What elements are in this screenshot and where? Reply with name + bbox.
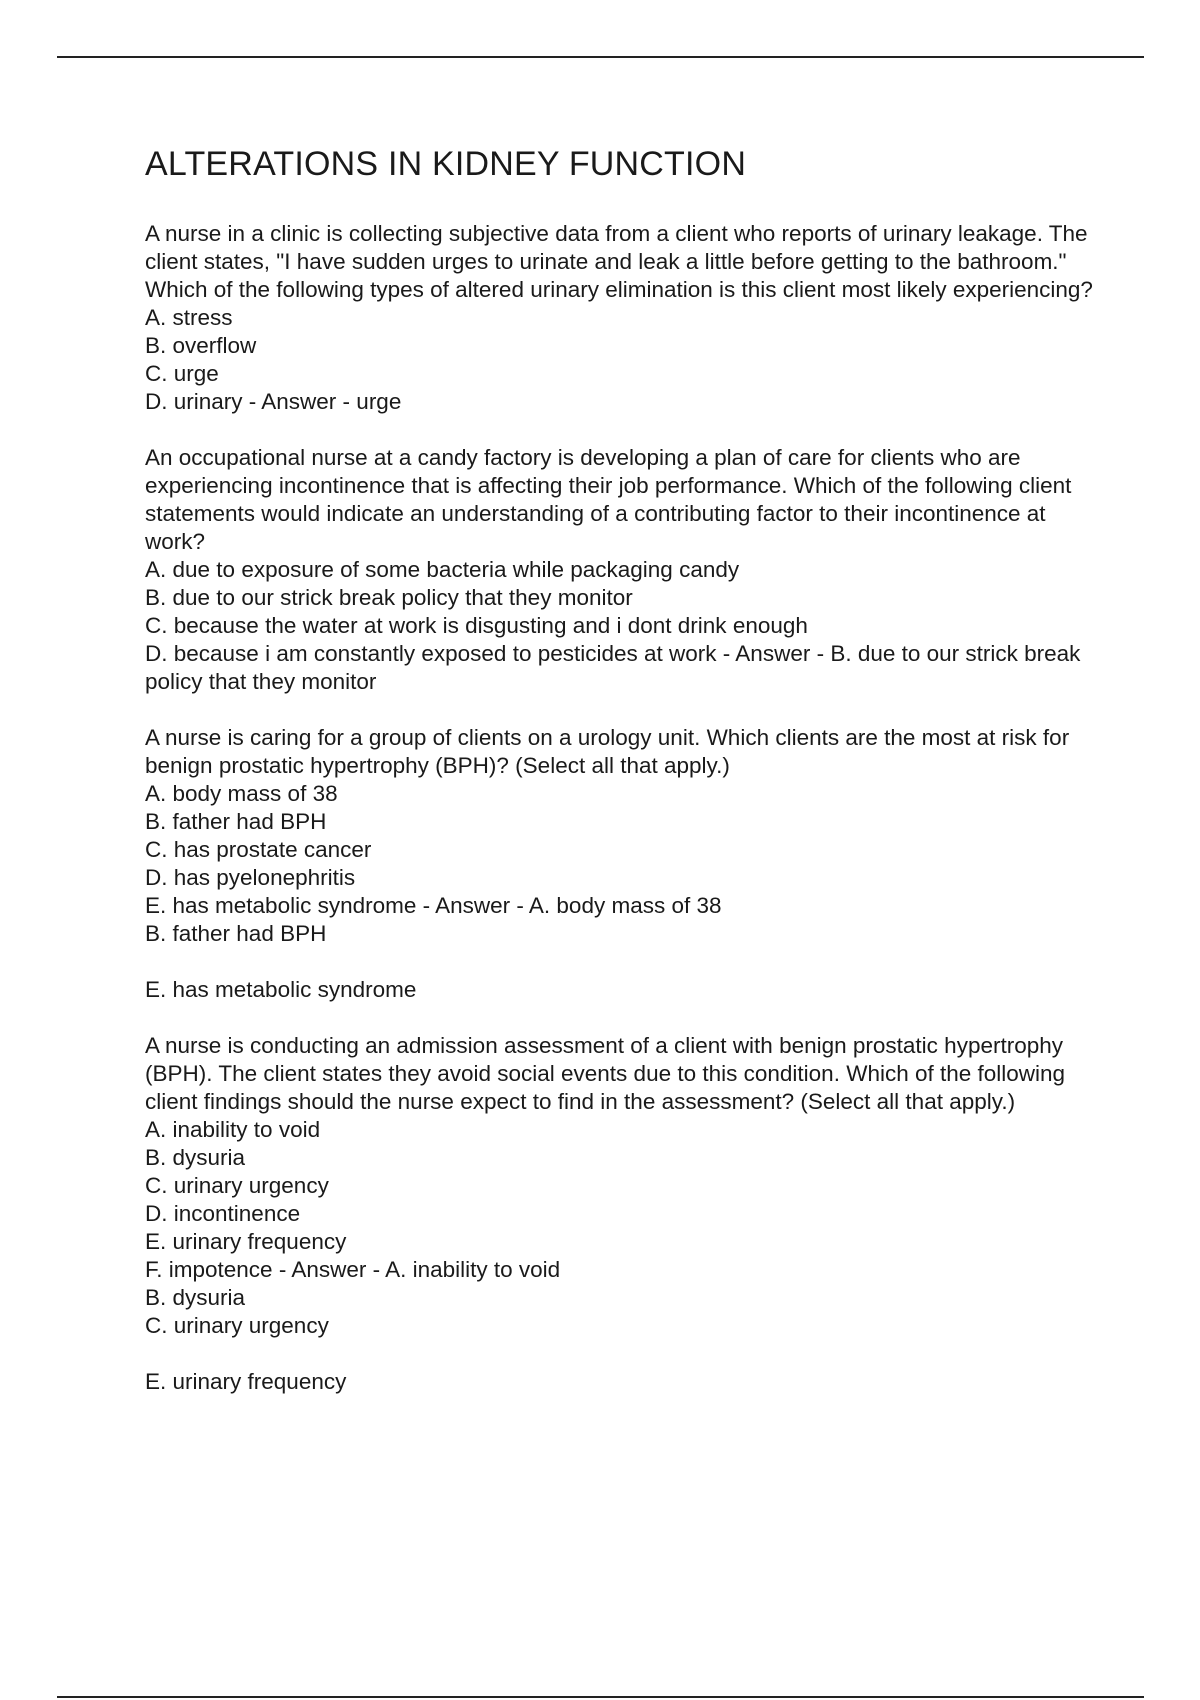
answer-option: D. has pyelonephritis (145, 865, 356, 890)
bottom-rule (57, 1696, 1144, 1698)
question-stem: A nurse in a clinic is collecting subjective data from a client who reports of urinary leakage. The client states, "I have sudden urges to urinate and leak a little before getting to the bathroom." Which of the following types of altered urinary elimination is this client most likely experiencing? (145, 221, 1093, 302)
answer-option: B. due to our strick break policy that they monitor (145, 585, 633, 610)
answer-option: D. because i am constantly exposed to pesticides at work - Answer - B. due to our strick break policy that they monitor (145, 641, 1081, 694)
line-spacer (145, 1340, 1095, 1368)
question-stem: A nurse is caring for a group of clients on a urology unit. Which clients are the most at risk for benign prostatic hypertrophy (BPH)? (Select all that apply.) (145, 725, 1070, 778)
answer-option: B. father had BPH (145, 809, 327, 834)
line-spacer (145, 948, 1095, 976)
answer-option: A. due to exposure of some bacteria while packaging candy (145, 557, 740, 582)
answer-option: C. urinary urgency (145, 1173, 329, 1198)
answer-option: D. urinary - Answer - urge (145, 389, 402, 414)
answer-option: E. has metabolic syndrome (145, 977, 417, 1002)
question-block (145, 1032, 1095, 1396)
answer-option: C. because the water at work is disgusting and i dont drink enough (145, 613, 808, 638)
document-body (145, 140, 1095, 1424)
answer-option: C. urge (145, 361, 219, 386)
question-stem: A nurse is conducting an admission assessment of a client with benign prostatic hypertrophy (BPH). The client states they avoid social events due to this condition. Which of the following client findings should the nurse expect to find in the assessment? (Select all that apply.) (145, 1033, 1066, 1114)
answer-option: B. overflow (145, 333, 257, 358)
answer-option: C. urinary urgency (145, 1313, 329, 1338)
question-stem: An occupational nurse at a candy factory is developing a plan of care for clients who are experiencing incontinence that is affecting their job performance. Which of the following client statements would indicate an understanding of a contributing factor to their incontinence at work? (145, 445, 1072, 554)
answer-option: A. inability to void (145, 1117, 321, 1142)
answer-option: B. father had BPH (145, 921, 327, 946)
top-rule (57, 56, 1144, 58)
answer-option: A. body mass of 38 (145, 781, 338, 806)
answer-option: C. has prostate cancer (145, 837, 372, 862)
answer-option: E. has metabolic syndrome - Answer - A. body mass of 38 (145, 893, 722, 918)
answer-option: B. dysuria (145, 1285, 246, 1310)
answer-option: E. urinary frequency (145, 1369, 347, 1394)
answer-option: F. impotence - Answer - A. inability to void (145, 1257, 561, 1282)
answer-option: B. dysuria (145, 1145, 246, 1170)
question-block (145, 724, 1095, 1004)
page-title: ALTERATIONS IN KIDNEY FUNCTION (145, 145, 747, 183)
answer-option: E. urinary frequency (145, 1229, 347, 1254)
question-list (145, 220, 1095, 1396)
question-block (145, 444, 1095, 696)
answer-option: D. incontinence (145, 1201, 301, 1226)
question-block (145, 220, 1095, 416)
answer-option: A. stress (145, 305, 233, 330)
